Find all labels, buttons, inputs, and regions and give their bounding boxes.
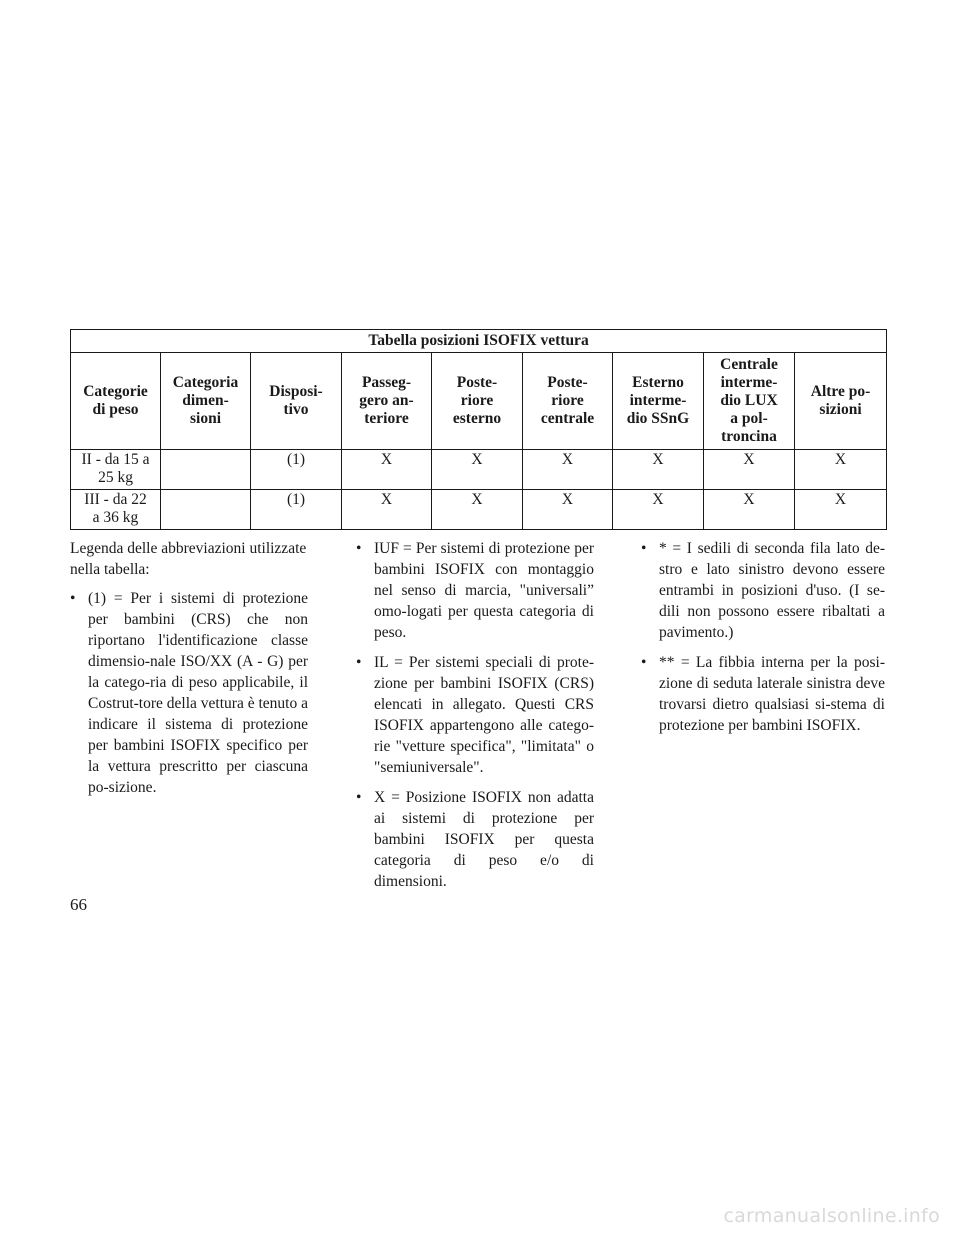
legend-item-text: IL = Per sistemi speciali di prote-zione per bambini ISOFIX (CRS) elencati in allegato. Questi CRS ISOFIX appartengono alle catego-rie "vetture specifica", "limitata" o "semiuniversale". [374, 654, 594, 776]
legend-heading: Legenda delle abbreviazioni utilizzate nella tabella: [70, 540, 307, 578]
column-header: Esterno interme- dio SSnG [613, 353, 704, 450]
table-cell: X [523, 450, 613, 490]
table-cell: X [523, 490, 613, 530]
table-cell: X [795, 490, 887, 530]
legend-item [356, 538, 594, 643]
table-cell: X [342, 450, 432, 490]
table-row [71, 490, 887, 530]
table-caption: Tabella posizioni ISOFIX vettura [71, 330, 887, 353]
table-cell [161, 450, 251, 490]
legend-column-3 [641, 538, 885, 745]
table-cell [161, 490, 251, 530]
legend-item [70, 588, 308, 798]
table-cell: X [613, 490, 704, 530]
table-cell: X [432, 490, 523, 530]
watermark: carmanualsonline.info [723, 1205, 940, 1227]
column-header: Altre po- sizioni [795, 353, 887, 450]
table-cell: II - da 15 a 25 kg [71, 450, 161, 490]
column-header: Disposi- tivo [251, 353, 342, 450]
table-cell: (1) [251, 450, 342, 490]
table-header-row [71, 353, 887, 450]
column-header: Categoria dimen- sioni [161, 353, 251, 450]
table-cell: X [704, 450, 795, 490]
legend-item-text: ** = La fibbia interna per la posi-zione di seduta laterale sinistra deve trovarsi dietro qualsiasi si-stema di protezione per bambini ISOFIX. [659, 654, 885, 734]
legend-column-2 [356, 538, 594, 901]
column-header: Categorie di peso [71, 353, 161, 450]
page-number: 66 [70, 895, 87, 914]
legend-item [641, 538, 885, 643]
bullet-icon: • [356, 540, 362, 557]
table-cell: (1) [251, 490, 342, 530]
legend-column-1 [70, 538, 308, 807]
legend-item-text: X = Posizione ISOFIX non adatta ai sistemi di protezione per bambini ISOFIX per questa categoria di peso e/o di dimensioni. [374, 789, 594, 890]
legend-item [641, 652, 885, 736]
table-cell: X [613, 450, 704, 490]
legend-item-text: * = I sedili di seconda fila lato de-stro e lato sinistro devono essere entrambi in posizioni d'uso. (I se-dili non possono essere ribaltati a pavimento.) [659, 540, 885, 641]
legend-item [356, 787, 594, 892]
legend-item-text: IUF = Per sistemi di protezione per bambini ISOFIX con montaggio nel senso di marcia, "universali” omo-logati per questa categoria di peso. [374, 540, 594, 641]
table-row [71, 450, 887, 490]
column-header: Poste- riore esterno [432, 353, 523, 450]
isofix-table-container [70, 329, 886, 530]
table-cell: III - da 22 a 36 kg [71, 490, 161, 530]
table-cell: X [342, 490, 432, 530]
legend-item [356, 652, 594, 778]
bullet-icon: • [356, 654, 362, 671]
legend-item-text: (1) = Per i sistemi di protezione per bambini (CRS) che non riportano l'identificazione classe dimensio-nale ISO/XX (A - G) per la catego-ria di peso applicabile, il Costrut-tore della vettura è tenuto a indicare il sistema di protezione per bambini ISOFIX specifico per la vettura prescritto per ciascuna po-sizione. [88, 590, 308, 796]
table-cell: X [704, 490, 795, 530]
bullet-icon: • [641, 654, 647, 671]
column-header: Centrale interme- dio LUX a pol- troncina [704, 353, 795, 450]
isofix-positions-table [70, 329, 887, 530]
table-cell: X [432, 450, 523, 490]
column-header: Passeg- gero an- teriore [342, 353, 432, 450]
bullet-icon: • [641, 540, 647, 557]
table-cell: X [795, 450, 887, 490]
bullet-icon: • [70, 590, 76, 607]
bullet-icon: • [356, 789, 362, 806]
column-header: Poste- riore centrale [523, 353, 613, 450]
